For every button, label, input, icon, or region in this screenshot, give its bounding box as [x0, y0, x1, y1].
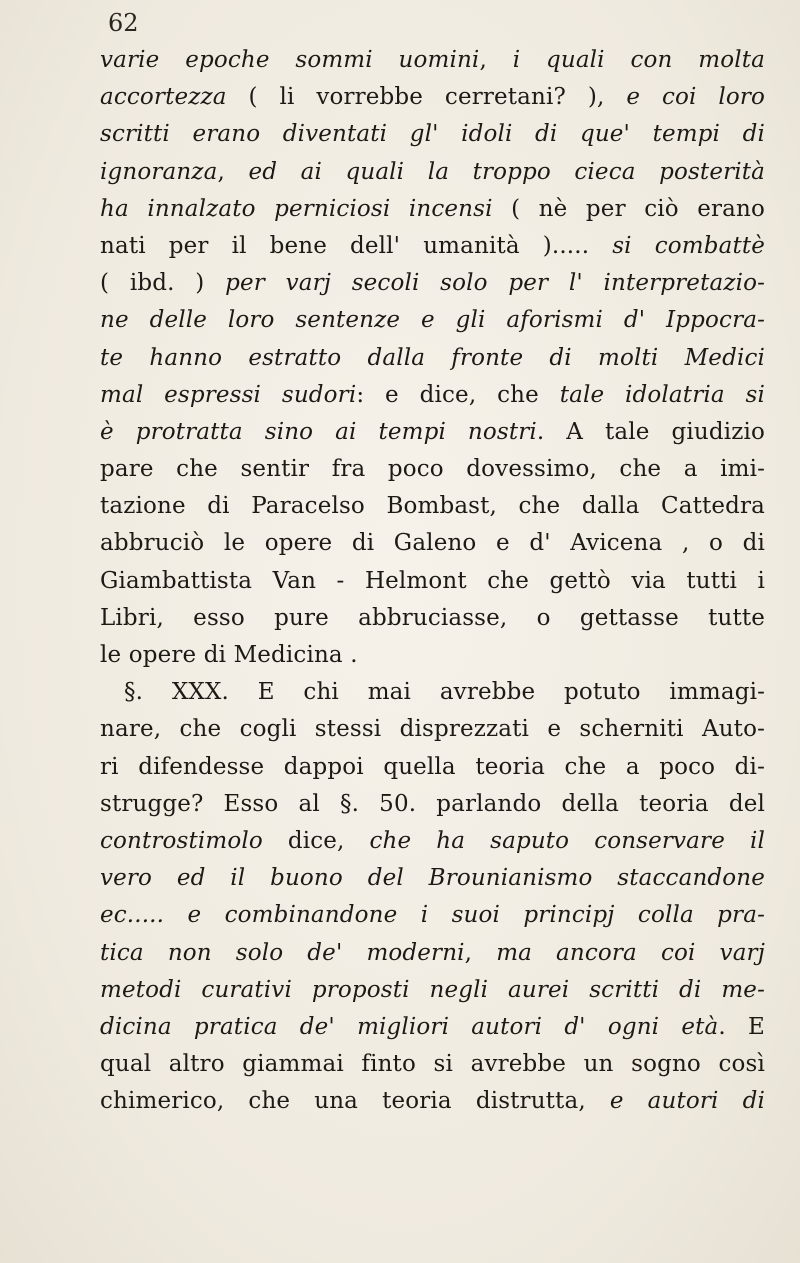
body-text	[100, 42, 765, 1120]
italic-text-segment: varie epoche sommi uomini	[100, 47, 480, 73]
italic-text-segment: è protratta sino ai tempi nostri	[100, 418, 537, 445]
text-segment: ( li vorrebbe cerretani? ),	[226, 84, 627, 111]
text-segment: abbruciò le opere di Galeno e d' Avicena , o di	[100, 530, 765, 557]
italic-text-segment: metodi curativi proposti negli aurei scritti di me-	[100, 976, 765, 1003]
text-line	[100, 563, 765, 600]
text-segment: : e dice, che	[356, 381, 560, 408]
page-number: 62	[108, 9, 139, 37]
text-line	[100, 972, 765, 1009]
italic-text-segment: accortezza	[100, 84, 227, 111]
italic-text-segment: ed ai quali la troppo cieca posterità	[248, 158, 765, 185]
italic-text-segment: che ha saputo conservare il	[369, 827, 765, 854]
text-segment: le opere di Medicina .	[100, 642, 358, 668]
italic-text-segment: tale idolatria si	[559, 381, 765, 408]
text-segment: nare, che cogli stessi disprezzati e scherniti Auto-	[100, 716, 765, 743]
italic-text-segment: si combattè	[589, 232, 765, 259]
text-line	[100, 525, 765, 562]
italic-text-segment: e autori di	[609, 1088, 765, 1115]
text-line	[100, 42, 765, 79]
text-segment: ,	[217, 158, 249, 185]
italic-text-segment: ma ancora coi varj	[496, 939, 765, 966]
text-segment: nati per il bene dell' umanità ).....	[100, 232, 590, 259]
text-segment: ri difendesse dappoi quella teoria che a poco di-	[100, 753, 765, 780]
italic-text-segment: vero ed il buono del Brounianismo staccandone	[100, 865, 765, 892]
text-segment: §. XXX. E chi mai avrebbe potuto immagi-	[124, 679, 765, 706]
text-line	[100, 228, 765, 265]
text-line	[100, 488, 765, 525]
text-line	[100, 600, 765, 637]
text-segment: . A tale giudizio	[536, 418, 765, 445]
text-line	[100, 674, 765, 711]
italic-text-segment: te hanno estratto dalla fronte di molti Medici	[100, 344, 765, 371]
text-segment: Libri, esso pure abbruciasse, o gettasse tutte	[100, 604, 765, 631]
italic-text-segment: tica non solo de' moderni	[100, 939, 465, 966]
text-line	[100, 116, 765, 153]
italic-text-segment: scritti erano diventati gl' idoli di que' tempi di	[100, 121, 765, 148]
text-line	[100, 377, 765, 414]
text-segment: ( ibd. )	[100, 270, 226, 297]
text-segment: . E	[718, 1013, 765, 1040]
text-segment: ,	[479, 47, 513, 73]
italic-text-segment: mal espressi sudori	[100, 381, 357, 408]
italic-text-segment: ne delle loro sentenze e gli aforismi d' Ippocra-	[100, 307, 765, 334]
text-line	[100, 414, 765, 451]
text-line	[100, 637, 765, 674]
text-line	[100, 154, 765, 191]
text-line	[100, 897, 765, 934]
italic-text-segment: controstimolo	[100, 827, 263, 854]
text-segment: strugge? Esso al §. 50. parlando della teoria del	[100, 790, 765, 817]
text-line	[100, 860, 765, 897]
italic-text-segment: ignoranza	[100, 158, 218, 185]
text-segment: pare che sentir fra poco dovessimo, che a imi-	[100, 456, 765, 483]
text-line	[100, 1009, 765, 1046]
italic-text-segment: ec..... e combinandone i suoi principj colla pra-	[100, 902, 765, 929]
text-line	[100, 823, 765, 860]
italic-text-segment: i quali con molta	[512, 47, 765, 73]
text-segment: tazione di Paracelso Bombast, che dalla Cattedra	[100, 493, 765, 520]
text-segment: dice,	[262, 827, 370, 854]
text-line	[100, 451, 765, 488]
italic-text-segment: per varj secoli solo per l' interpretazio-	[225, 270, 765, 297]
text-segment: ,	[464, 939, 497, 966]
text-line	[100, 302, 765, 339]
text-segment: chimerico, che una teoria distrutta,	[100, 1088, 610, 1115]
text-line	[100, 1083, 765, 1120]
text-line	[100, 711, 765, 748]
italic-text-segment: e coi loro	[626, 84, 765, 111]
text-line	[100, 79, 765, 116]
text-segment: ( nè per ciò erano	[492, 195, 765, 222]
text-line	[100, 935, 765, 972]
text-segment: qual altro giammai finto si avrebbe un sogno così	[100, 1051, 765, 1078]
text-line	[100, 340, 765, 377]
text-line	[100, 749, 765, 786]
italic-text-segment: ha innalzato perniciosi incensi	[100, 195, 493, 222]
text-line	[100, 191, 765, 228]
italic-text-segment: dicina pratica de' migliori autori d' ogni età	[100, 1013, 719, 1040]
text-line	[100, 786, 765, 823]
text-line	[100, 1046, 765, 1083]
text-line	[100, 265, 765, 302]
text-segment: Giambattista Van - Helmont che gettò via tutti i	[100, 567, 765, 594]
